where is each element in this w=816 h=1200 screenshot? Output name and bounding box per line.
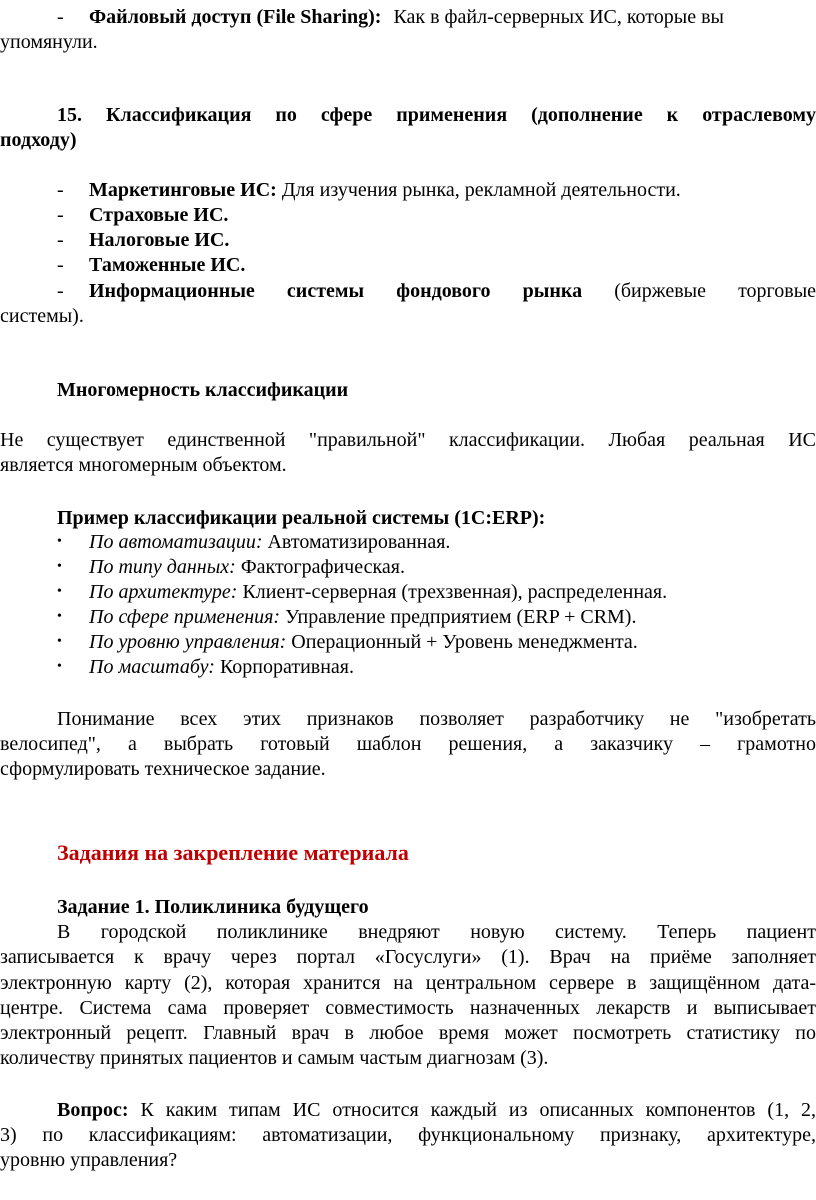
item-value: Корпоративная. — [219, 656, 355, 678]
item-label: По автоматизации: — [89, 531, 263, 553]
bullet-icon: • — [57, 534, 62, 549]
list-item-continuation: системы). — [0, 305, 84, 327]
item-value: Фактографическая. — [240, 556, 405, 578]
list-term: Файловый доступ (File Sharing): — [89, 6, 382, 28]
list-text: Для изучения рынка, рекламной деятельности. — [281, 179, 681, 201]
list-dash: - — [57, 280, 64, 302]
list-item — [0, 530, 816, 554]
list-item — [0, 630, 816, 654]
question-line-1 — [57, 1098, 816, 1122]
question-line-3: уровню управления? — [0, 1149, 178, 1171]
tasks-heading: Задания на закрепление материала — [57, 840, 409, 865]
list-dash: - — [57, 6, 64, 28]
summary-line-1: Понимание всех этих признаков позволяет разработчику не "изобретать — [57, 708, 816, 730]
list-item — [0, 605, 816, 629]
question-text: К каким типам ИС относится каждый из описанных компонентов (1, 2, — [140, 1099, 816, 1121]
question-line-2: 3) по классификациям: автоматизации, функциональному признаку, архитектуре, — [0, 1124, 816, 1146]
multi-heading: Многомерность классификации — [57, 379, 349, 401]
list-term: Таможенные ИС. — [89, 254, 246, 276]
list-text: Как в файл-серверных ИС, которые вы — [393, 6, 724, 28]
summary-line-3: сформулировать техническое задание. — [0, 758, 326, 780]
list-item — [0, 253, 816, 277]
section-15-heading-line-1: 15. Классификация по сфере применения (дополнение к отраслевому — [57, 104, 816, 126]
list-item — [0, 203, 816, 227]
list-term: Маркетинговые ИС: — [89, 179, 277, 201]
bullet-icon: • — [57, 559, 62, 574]
question-label: Вопрос: — [57, 1099, 129, 1121]
file-sharing-line-2: упомянули. — [0, 31, 98, 53]
task-1-line-6: количеству принятых пациентов и самым частым диагнозам (3). — [0, 1047, 549, 1069]
list-item — [0, 228, 816, 252]
example-heading: Пример классификации реальной системы (1С:ERP): — [57, 507, 546, 529]
list-dash: - — [57, 204, 64, 226]
item-label: По архитектуре: — [89, 581, 238, 603]
list-text: (биржевые торговые — [614, 280, 816, 302]
task-1-title: Задание 1. Поликлиника будущего — [57, 896, 369, 918]
section-15-heading-line-2: подходу) — [0, 129, 77, 151]
task-1-line-3: электронную карту (2), которая хранится на центральном сервере в защищённом дата- — [0, 972, 816, 994]
list-term: Страховые ИС. — [89, 204, 229, 226]
list-term: Информационные системы фондового рынка — [89, 280, 583, 302]
item-label: По типу данных: — [89, 556, 236, 578]
item-value: Управление предприятием (ERP + CRM). — [285, 606, 637, 628]
item-value: Автоматизированная. — [267, 531, 451, 553]
item-label: По масштабу: — [89, 656, 215, 678]
multi-paragraph-line-1: Не существует единственной "правильной" классификации. Любая реальная ИС — [0, 429, 816, 451]
list-item — [0, 555, 816, 579]
item-label: По сфере применения: — [89, 606, 281, 628]
list-item — [0, 178, 816, 202]
multi-paragraph-line-2: является многомерным объектом. — [0, 454, 287, 476]
list-dash: - — [57, 254, 64, 276]
task-1-line-4: центре. Система сама проверяет совместимость назначенных лекарств и выписывает — [0, 997, 816, 1019]
bullet-icon: • — [57, 609, 62, 624]
bullet-icon: • — [57, 584, 62, 599]
task-1-line-5: электронный рецепт. Главный врач в любое время может посмотреть статистику по — [0, 1022, 816, 1044]
item-label: По уровню управления: — [89, 631, 287, 653]
item-value: Операционный + Уровень менеджмента. — [291, 631, 638, 653]
task-1-line-2: записывается к врачу через портал «Госуслуги» (1). Врач на приёме заполняет — [0, 946, 816, 968]
summary-line-2: велосипед", а выбрать готовый шаблон решения, а заказчику – грамотно — [0, 733, 816, 755]
list-dash: - — [57, 179, 64, 201]
item-value: Клиент-серверная (трехзвенная), распределенная. — [242, 581, 668, 603]
file-sharing-line-1 — [0, 5, 816, 29]
list-dash: - — [57, 229, 64, 251]
list-term: Налоговые ИС. — [89, 229, 230, 251]
list-item — [0, 580, 816, 604]
bullet-icon: • — [57, 659, 62, 674]
bullet-icon: • — [57, 634, 62, 649]
task-1-line-1: В городской поликлинике внедряют новую систему. Теперь пациент — [57, 921, 816, 943]
list-item — [0, 279, 816, 303]
list-item — [0, 655, 816, 679]
